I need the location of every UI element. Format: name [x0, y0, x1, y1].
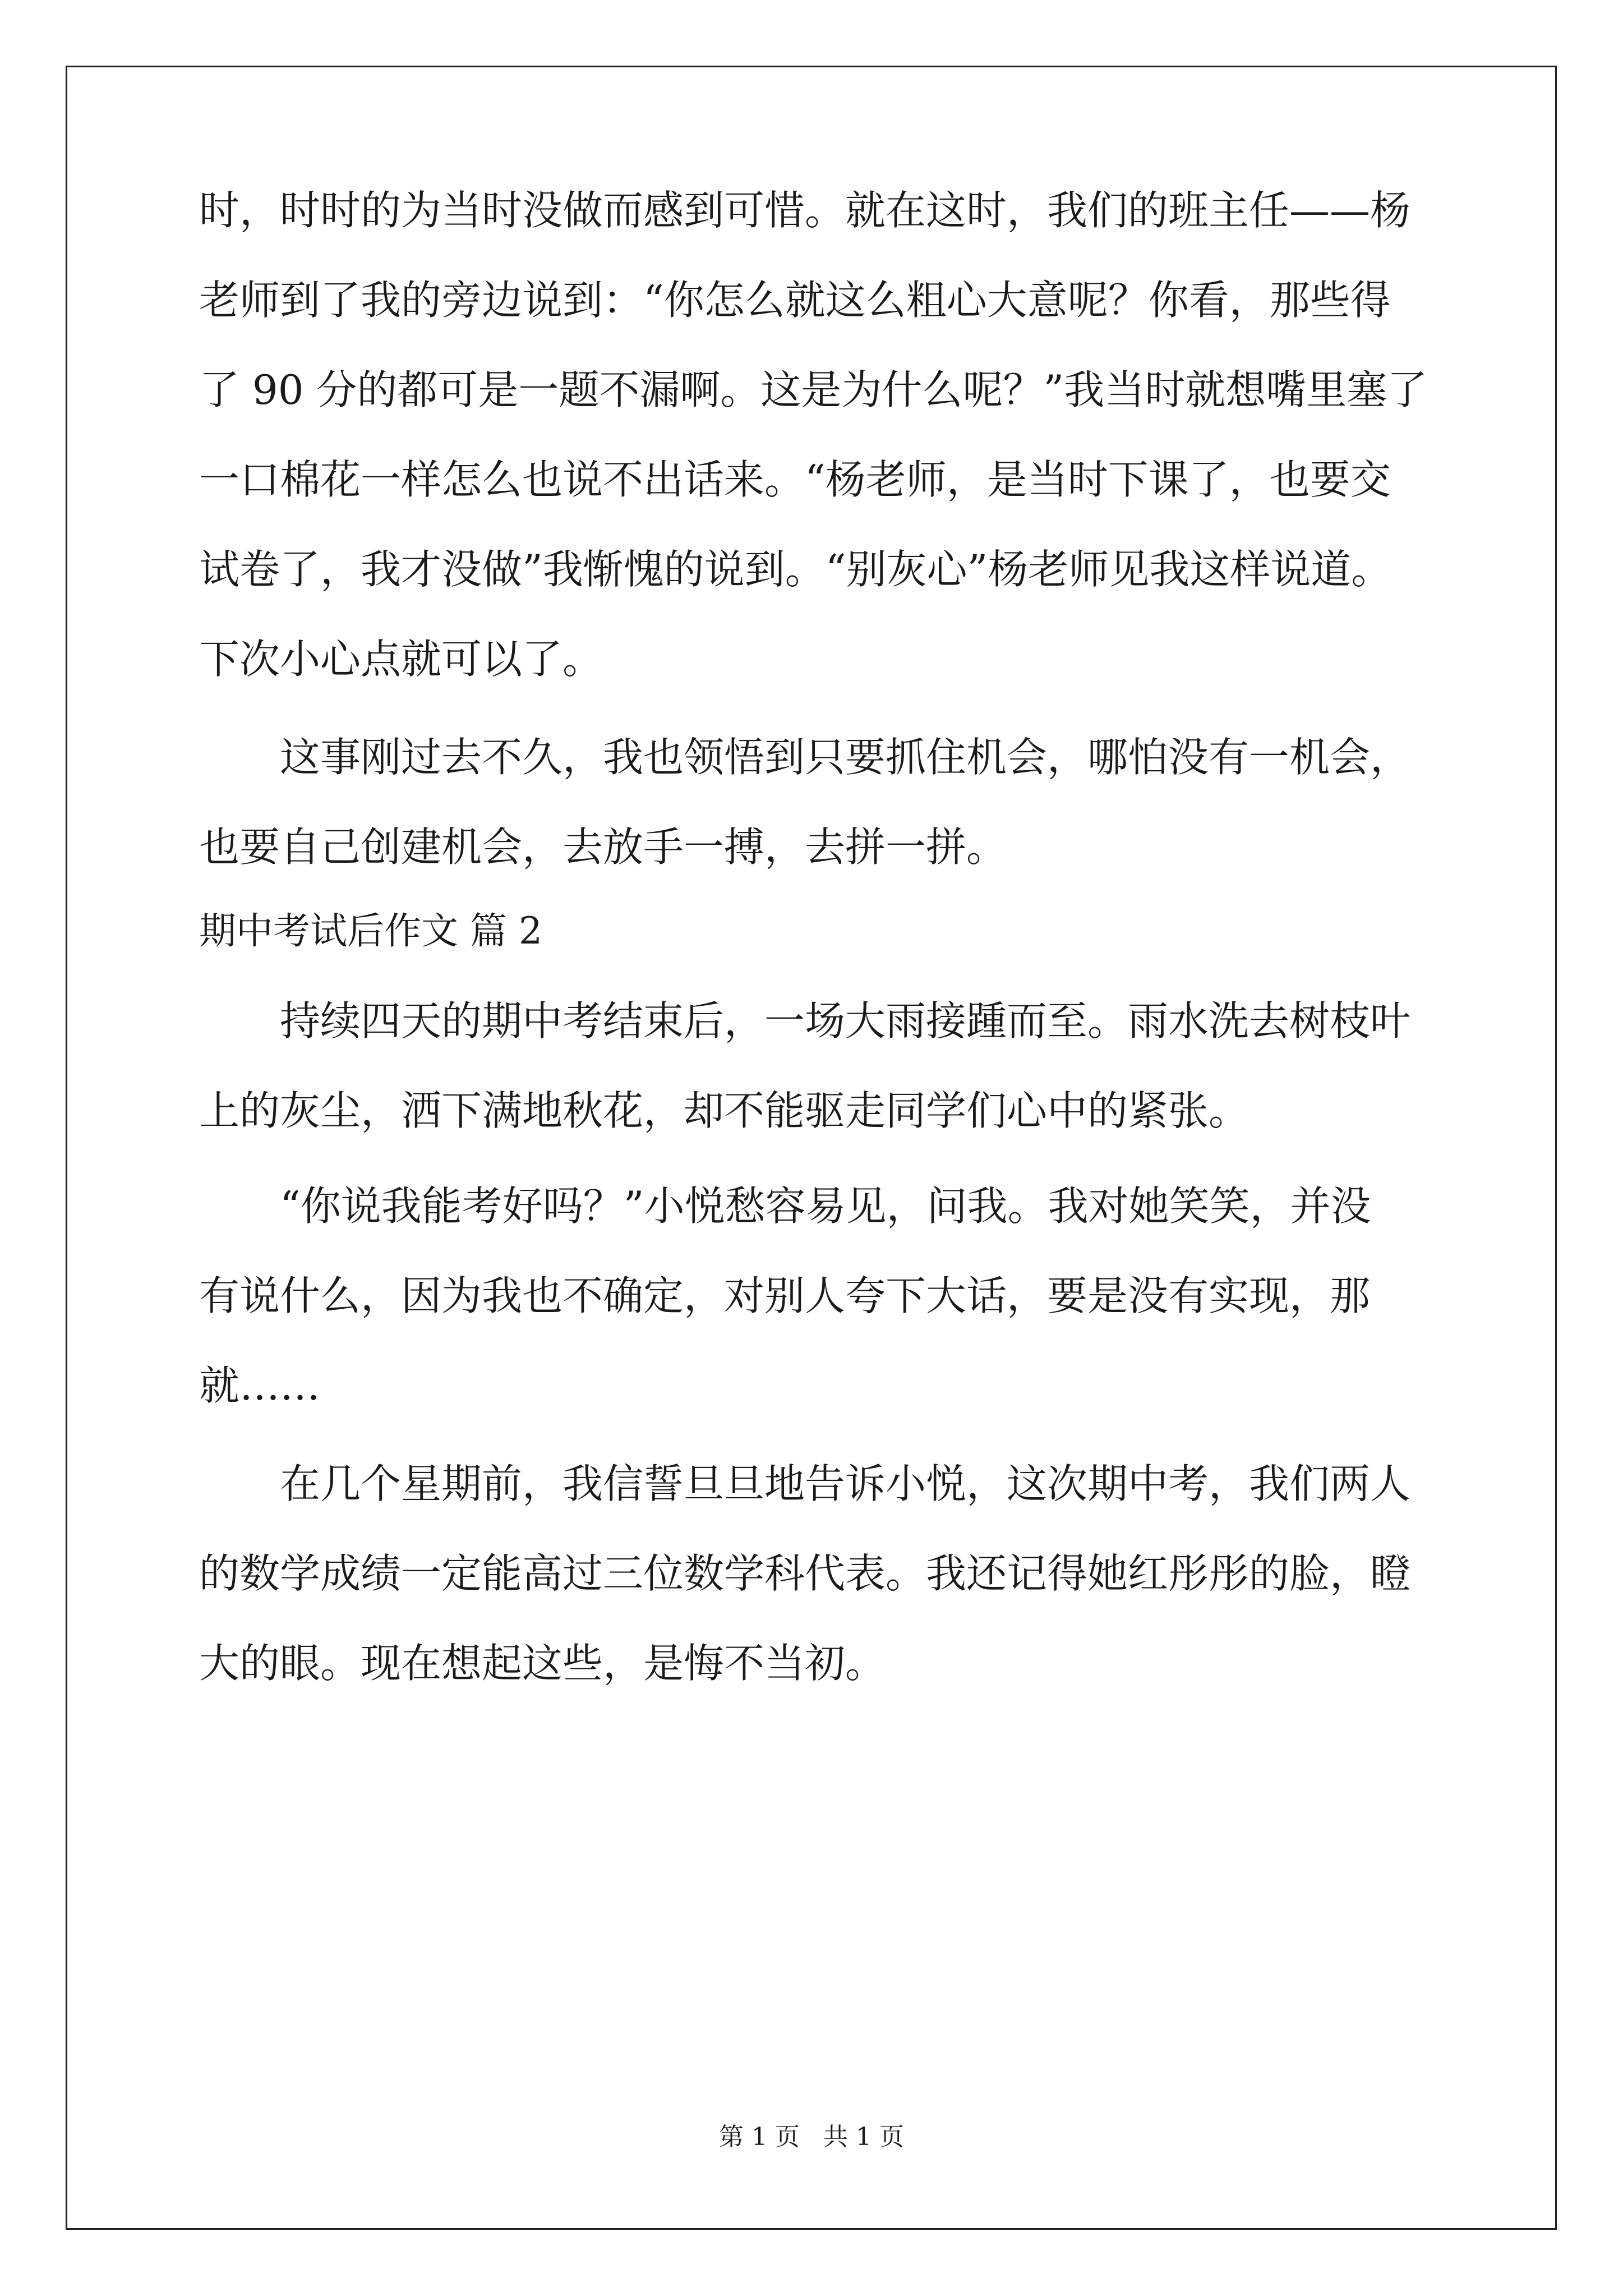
section-heading: 期中考试后作文 篇 2 — [199, 909, 542, 953]
text-line: 了 90 分的都可是一题不漏啊。这是为什么呢？”我当时就想嘴里塞了 — [199, 366, 1428, 413]
text-line: 这事刚过去不久，我也领悟到只要抓住机会，哪怕没有一机会， — [199, 734, 1411, 781]
text-line: 持续四天的期中考结束后，一场大雨接踵而至。雨水洗去树枝叶 — [199, 997, 1411, 1045]
text-line: 也要自己创建机会，去放手一搏，去拼一拼。 — [199, 823, 1007, 871]
text-line: 有说什么，因为我也不确定，对别人夸下大话，要是没有实现，那 — [199, 1272, 1371, 1319]
text-line: 下次小心点就可以了。 — [199, 636, 603, 683]
text-line: 上的灰尘，洒下满地秋花，却不能驱走同学们心中的紧张。 — [199, 1087, 1249, 1134]
page-footer: 第 1 页 共 1 页 — [719, 2123, 904, 2151]
text-line: 一口棉花一样怎么也说不出话来。“杨老师，是当时下课了，也要交 — [199, 456, 1391, 503]
text-line: 的数学成绩一定能高过三位数学科代表。我还记得她红彤彤的脸，瞪 — [199, 1550, 1411, 1597]
text-line: 大的眼。现在想起这些，是悔不当初。 — [199, 1640, 886, 1687]
text-line: 就…… — [199, 1362, 321, 1409]
text-line: 试卷了，我才没做”我惭愧的说到。“别灰心”杨老师见我这样说道。 — [199, 546, 1392, 593]
text-line: 老师到了我的旁边说到：“你怎么就这么粗心大意呢？你看，那些得 — [199, 277, 1391, 324]
text-line: 时，时时的为当时没做而感到可惜。就在这时，我们的班主任——杨 — [199, 187, 1411, 234]
text-line: “你说我能考好吗？”小悦愁容易见，问我。我对她笑笑，并没 — [199, 1182, 1371, 1230]
text-line: 在几个星期前，我信誓旦旦地告诉小悦，这次期中考，我们两人 — [199, 1460, 1411, 1507]
